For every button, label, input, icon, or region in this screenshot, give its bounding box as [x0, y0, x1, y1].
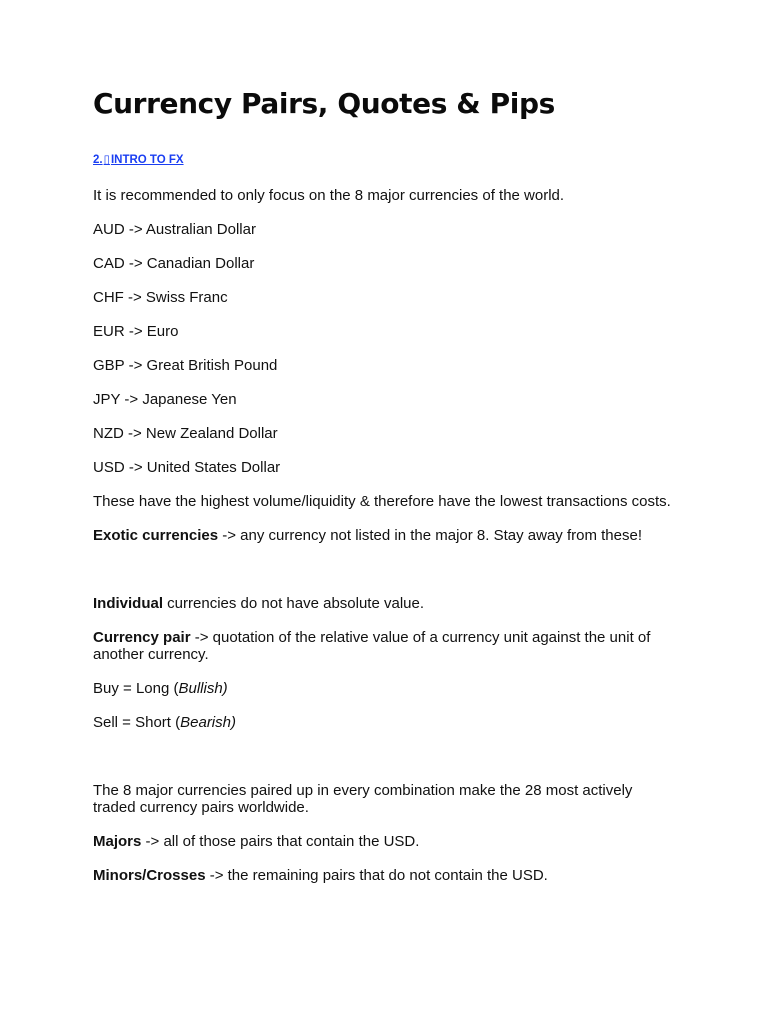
currency-item: NZD -> New Zealand Dollar: [93, 425, 278, 442]
majors-term: Majors: [93, 833, 142, 850]
liquidity-paragraph: These have the highest volume/liquidity & therefore have the lowest transactions costs.: [93, 493, 671, 510]
exotic-term: Exotic currencies: [93, 527, 219, 544]
currency-item: CAD -> Canadian Dollar: [93, 255, 255, 272]
pairs-paragraph: The 8 major currencies paired up in every combination make the 28 most actively traded currency pairs worldwide.: [93, 782, 633, 816]
sell-text: Sell = Short (: [93, 714, 181, 731]
currency-pair-definition: -> quotation of the relative value of a currency unit against the unit of another currency.: [93, 629, 651, 663]
currency-item: GBP -> Great British Pound: [93, 357, 278, 374]
individual-term: Individual: [93, 595, 164, 612]
individual-definition: currencies do not have absolute value.: [163, 595, 425, 612]
breadcrumb-label: INTRO TO FX: [110, 154, 184, 166]
sell-paragraph: [93, 714, 678, 731]
currency-pair-term: Currency pair: [93, 629, 191, 646]
minors-term: Minors/Crosses: [93, 867, 206, 884]
currency-item: JPY -> Japanese Yen: [93, 391, 237, 408]
buy-paragraph: [93, 680, 678, 697]
exotic-paragraph: [93, 527, 678, 544]
currency-pair-paragraph: [93, 629, 678, 663]
majors-paragraph: [93, 833, 678, 850]
currency-item: AUD -> Australian Dollar: [93, 221, 256, 238]
exotic-definition: -> any currency not listed in the major 8. Stay away from these!: [218, 527, 643, 544]
intro-paragraph: It is recommended to only focus on the 8 major currencies of the world.: [93, 187, 565, 204]
page-title: Currency Pairs, Quotes & Pips: [93, 87, 555, 120]
majors-definition: -> all of those pairs that contain the USD.: [141, 833, 420, 850]
bookmark-icon: ▯: [103, 154, 110, 166]
buy-italic: Bullish): [178, 680, 228, 697]
buy-text: Buy = Long (: [93, 680, 179, 697]
individual-paragraph: [93, 595, 678, 612]
currency-item: EUR -> Euro: [93, 323, 179, 340]
minors-paragraph: [93, 867, 678, 884]
currency-item: CHF -> Swiss Franc: [93, 289, 228, 306]
document-page: [93, 82, 678, 901]
sell-italic: Bearish): [180, 714, 236, 731]
breadcrumb-number: 2.: [93, 154, 103, 166]
currency-item: USD -> United States Dollar: [93, 459, 281, 476]
spacer: [93, 561, 678, 595]
spacer: [93, 748, 678, 782]
breadcrumb-link[interactable]: [93, 153, 184, 167]
minors-definition: -> the remaining pairs that do not contain the USD.: [205, 867, 548, 884]
